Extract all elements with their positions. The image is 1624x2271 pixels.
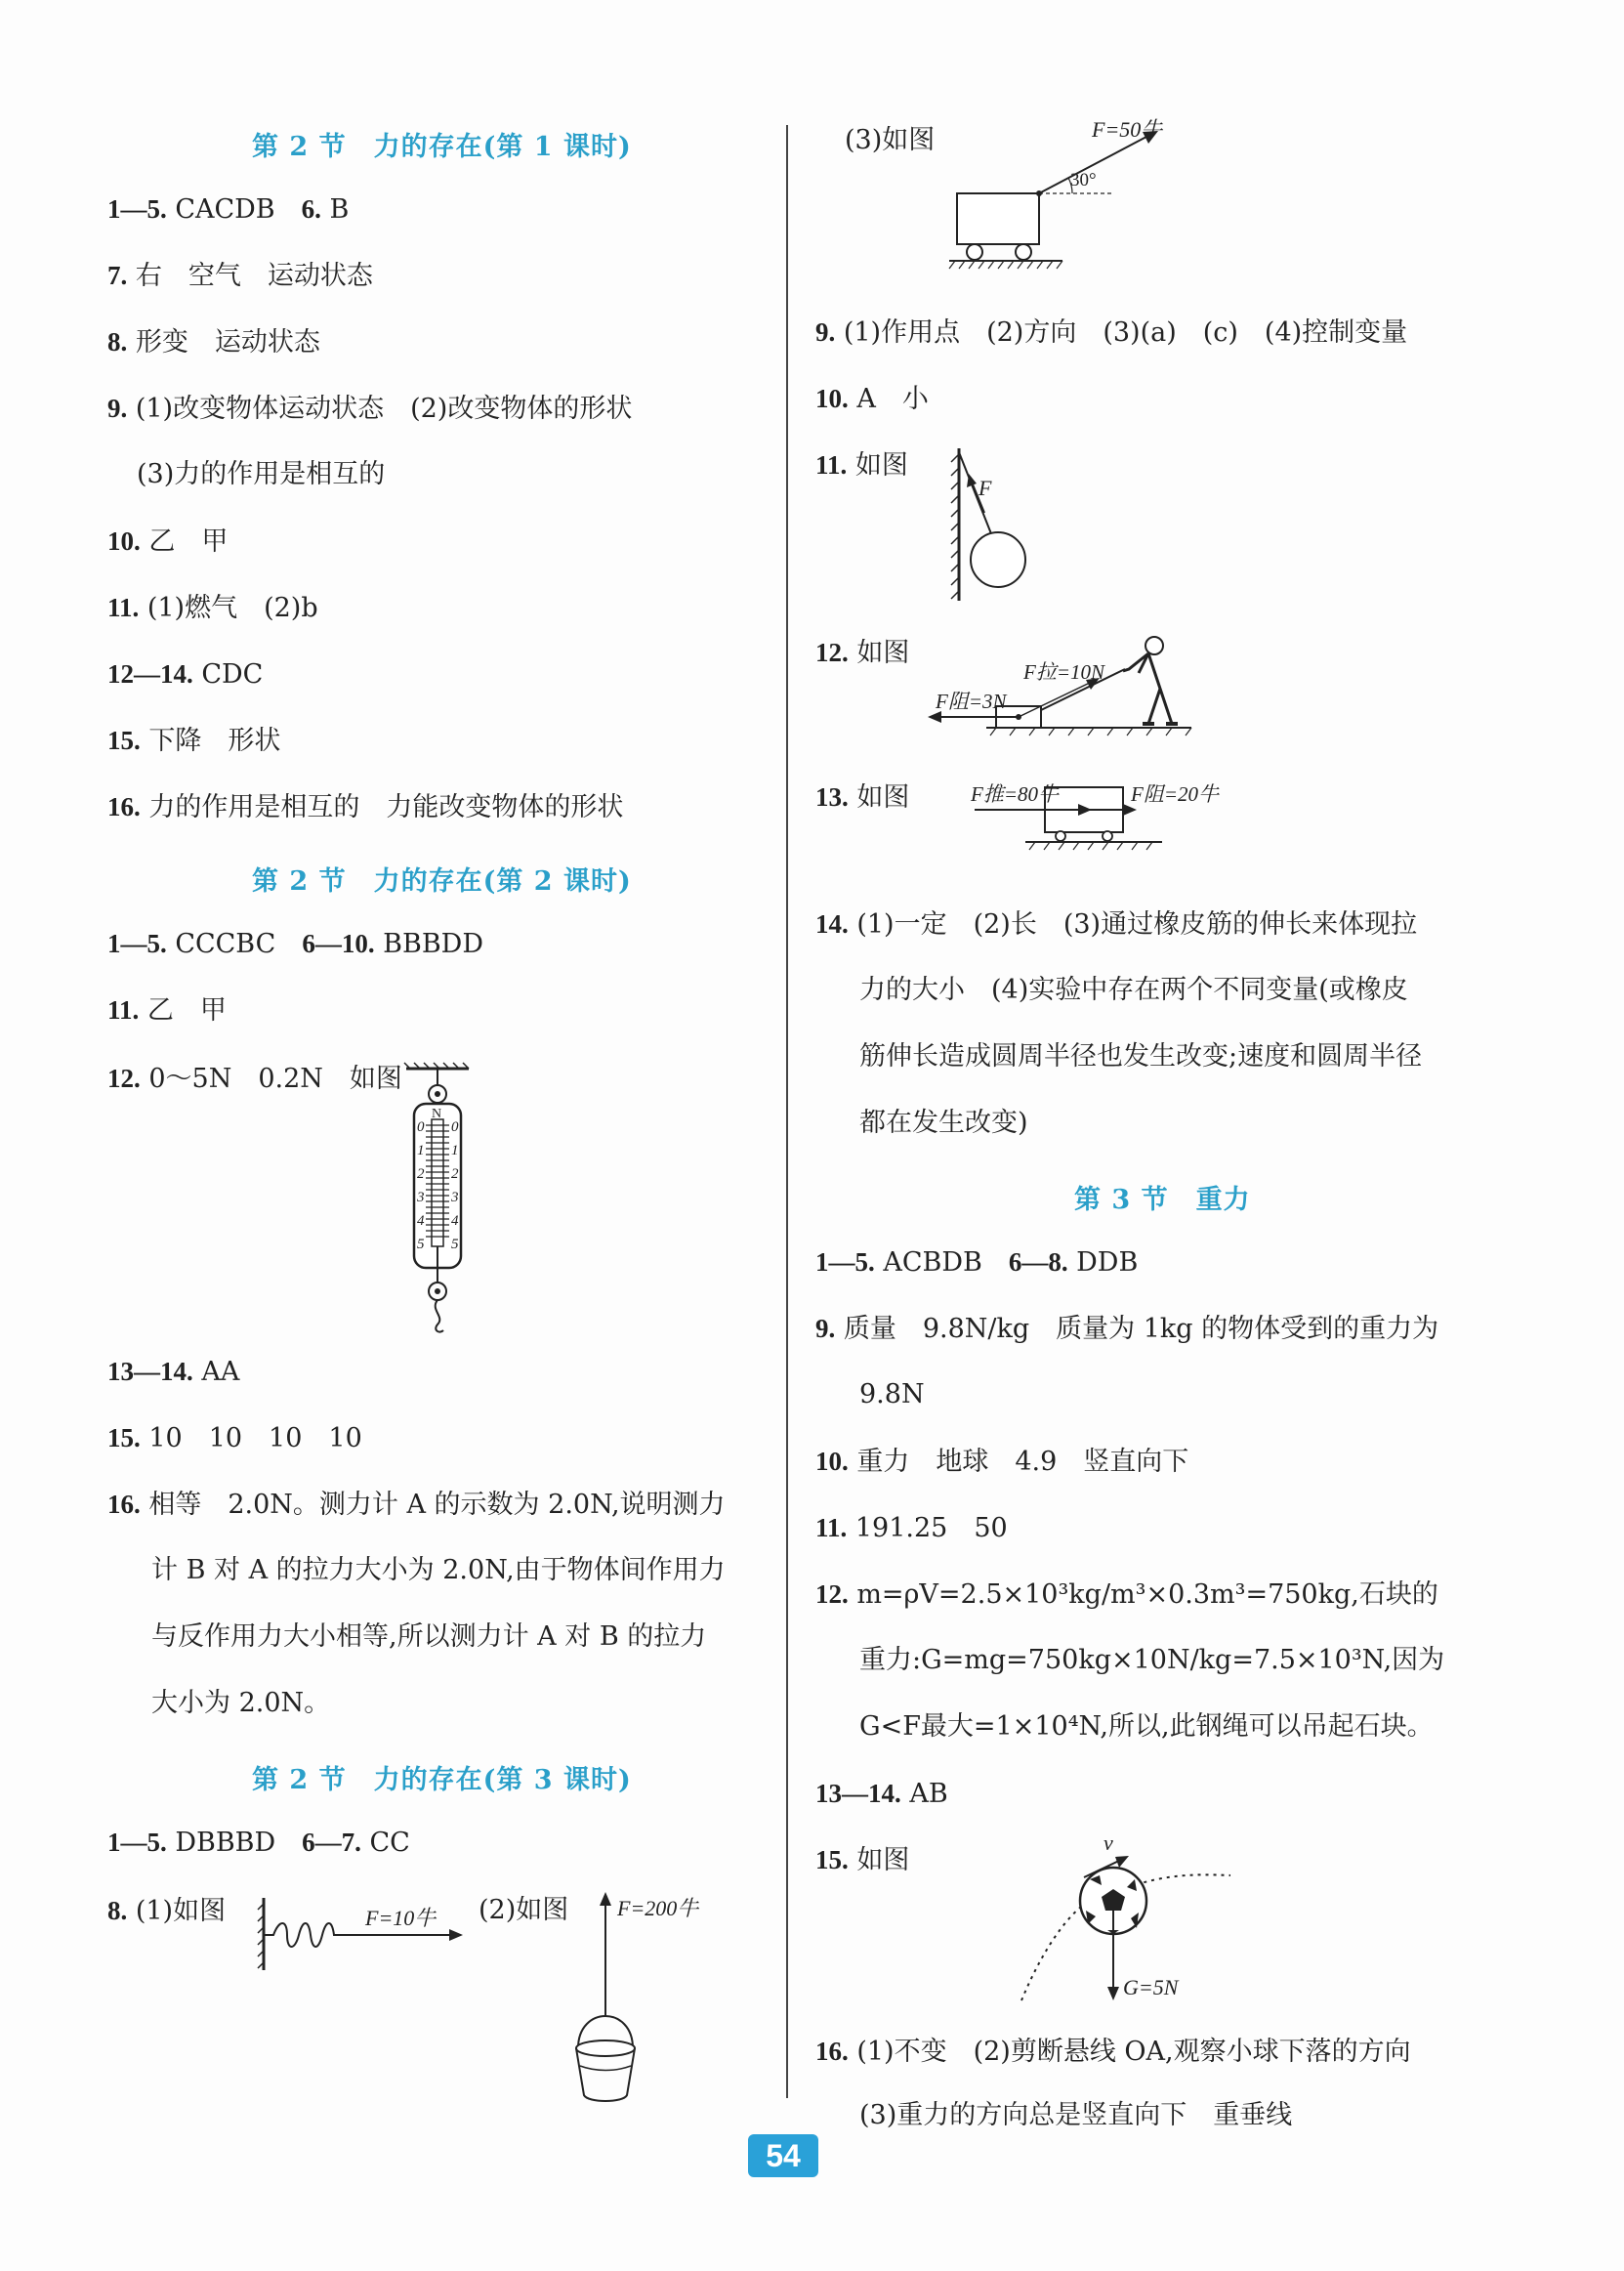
scale-tick: 1 [417, 1143, 425, 1158]
answer-line: 13. 如图 [815, 782, 910, 813]
force-label: F=10牛 [365, 1906, 437, 1930]
scale-tick: 3 [417, 1190, 425, 1205]
answer-line: 计 B 对 A 的拉力大小为 2.0N,由于物体间作用力 [151, 1555, 726, 1585]
answer-line: 11. 191.25 50 [815, 1513, 1008, 1543]
section-heading-4: 第 3 节 重力 [1074, 1185, 1251, 1215]
column-divider [786, 125, 788, 2098]
answer-line: 9.8N [859, 1379, 925, 1409]
section-heading-2: 第 2 节 力的存在(第 2 课时) [252, 866, 632, 897]
scale-tick: 5 [451, 1237, 459, 1252]
answer-line: 12—14. CDC [107, 659, 264, 690]
answer-line: 10. 重力 地球 4.9 竖直向下 [815, 1447, 1189, 1477]
answer-line: 12. 如图 [815, 638, 910, 668]
answer-line: (3)如图 [845, 125, 936, 155]
page-number: 54 [748, 2134, 818, 2177]
scale-tick: 4 [417, 1213, 425, 1229]
angle-label: 30° [1070, 170, 1097, 190]
bucket-figure [566, 1890, 742, 2105]
scale-tick: 0 [417, 1119, 425, 1135]
force-label: F阻=20牛 [1131, 782, 1219, 806]
scale-tick: 2 [451, 1166, 459, 1182]
force-label: F阻=3N [936, 690, 1007, 713]
answer-line: 13—14. AB [815, 1779, 948, 1809]
force-label: G=5N [1123, 1975, 1179, 1999]
answer-line: 与反作用力大小相等,所以测力计 A 对 B 的拉力 [151, 1621, 707, 1652]
answer-line: 9. (1)改变物体运动状态 (2)改变物体的形状 [107, 394, 633, 424]
pulling-figure [908, 630, 1201, 747]
ball-wall-figure [939, 444, 1057, 610]
answer-line: 16. (1)不变 (2)剪断悬线 OA,观察小球下落的方向 [815, 2037, 1411, 2067]
scale-tick: 2 [417, 1166, 425, 1182]
answer-line: G<F最大=1×10⁴N,所以,此钢绳可以吊起石块。 [859, 1711, 1434, 1742]
answer-line: 1—5. CCCBC 6—10. BBBDD [107, 929, 483, 959]
answer-line: 12. 0～5N 0.2N 如图 [107, 1064, 402, 1094]
answer-line: 大小为 2.0N。 [151, 1688, 331, 1718]
section-heading-1: 第 2 节 力的存在(第 1 课时) [252, 132, 632, 162]
answer-line: 8. (1)如图 [107, 1896, 227, 1926]
force-label: F=200牛 [617, 1896, 699, 1920]
answer-line: 都在发生改变) [859, 1108, 1028, 1138]
answer-line: (3)重力的方向总是竖直向下 重垂线 [859, 2100, 1293, 2130]
scale-tick: 4 [451, 1213, 459, 1229]
answer-line: 11. (1)燃气 (2)b [107, 593, 318, 623]
answer-line: 10. A 小 [815, 384, 929, 414]
answer-line: 9. (1)作用点 (2)方向 (3)(a) (c) (4)控制变量 [815, 317, 1408, 348]
answer-line: 1—5. CACDB 6. B [107, 194, 350, 225]
scale-tick: 0 [451, 1119, 459, 1135]
answer-line: (2)如图 [479, 1895, 569, 1925]
answer-line: 15. 10 10 10 10 [107, 1423, 362, 1453]
answer-line: 10. 乙 甲 [107, 526, 229, 557]
answer-line: 16. 力的作用是相互的 力能改变物体的形状 [107, 792, 624, 822]
answer-line: 11. 如图 [815, 450, 908, 481]
answer-line: 11. 乙 甲 [107, 995, 227, 1026]
scale-tick: 5 [417, 1237, 425, 1252]
velocity-label: v [1103, 1830, 1113, 1855]
answer-line: 12. m=ρV=2.5×10³kg/m³×0.3m³=750kg,石块的 [815, 1579, 1438, 1610]
force-label: F=50牛 [1092, 117, 1163, 142]
answer-line: 15. 如图 [815, 1845, 910, 1875]
answer-line: 1—5. ACBDB 6—8. DDB [815, 1247, 1139, 1278]
soccer-ball-figure [1006, 1827, 1260, 2012]
section-heading-3: 第 2 节 力的存在(第 3 课时) [252, 1765, 632, 1795]
answer-line: 7. 右 空气 运动状态 [107, 261, 373, 291]
answer-line: 8. 形变 运动状态 [107, 327, 320, 357]
spring-wall-figure [256, 1890, 471, 1978]
answer-line: 重力:G=mg=750kg×10N/kg=7.5×10³N,因为 [859, 1645, 1445, 1675]
scale-tick: 3 [451, 1190, 459, 1205]
cart-figure [945, 115, 1209, 281]
answer-line: 筋伸长造成圆周半径也发生改变;速度和圆周半径 [859, 1041, 1423, 1072]
answer-line: 1—5. DBBBD 6—7. CC [107, 1828, 410, 1858]
force-label: F推=80牛 [971, 782, 1059, 806]
force-label: F拉=10N [1023, 660, 1105, 684]
answer-line: (3)力的作用是相互的 [137, 459, 386, 489]
scale-tick: 1 [451, 1143, 459, 1158]
force-label: F [979, 476, 992, 500]
answer-line: 15. 下降 形状 [107, 726, 281, 756]
answer-line: 16. 相等 2.0N。测力计 A 的示数为 2.0N,说明测力 [107, 1490, 726, 1520]
answer-line: 力的大小 (4)实验中存在两个不同变量(或橡皮 [859, 975, 1408, 1005]
spring-scale-figure [400, 1061, 479, 1339]
answer-line: 14. (1)一定 (2)长 (3)通过橡皮筋的伸长来体现拉 [815, 909, 1418, 940]
box-forces-figure [967, 772, 1250, 860]
answer-line: 13—14. AA [107, 1357, 240, 1387]
scale-unit: N [432, 1107, 442, 1121]
answer-line: 9. 质量 9.8N/kg 质量为 1kg 的物体受到的重力为 [815, 1314, 1439, 1344]
